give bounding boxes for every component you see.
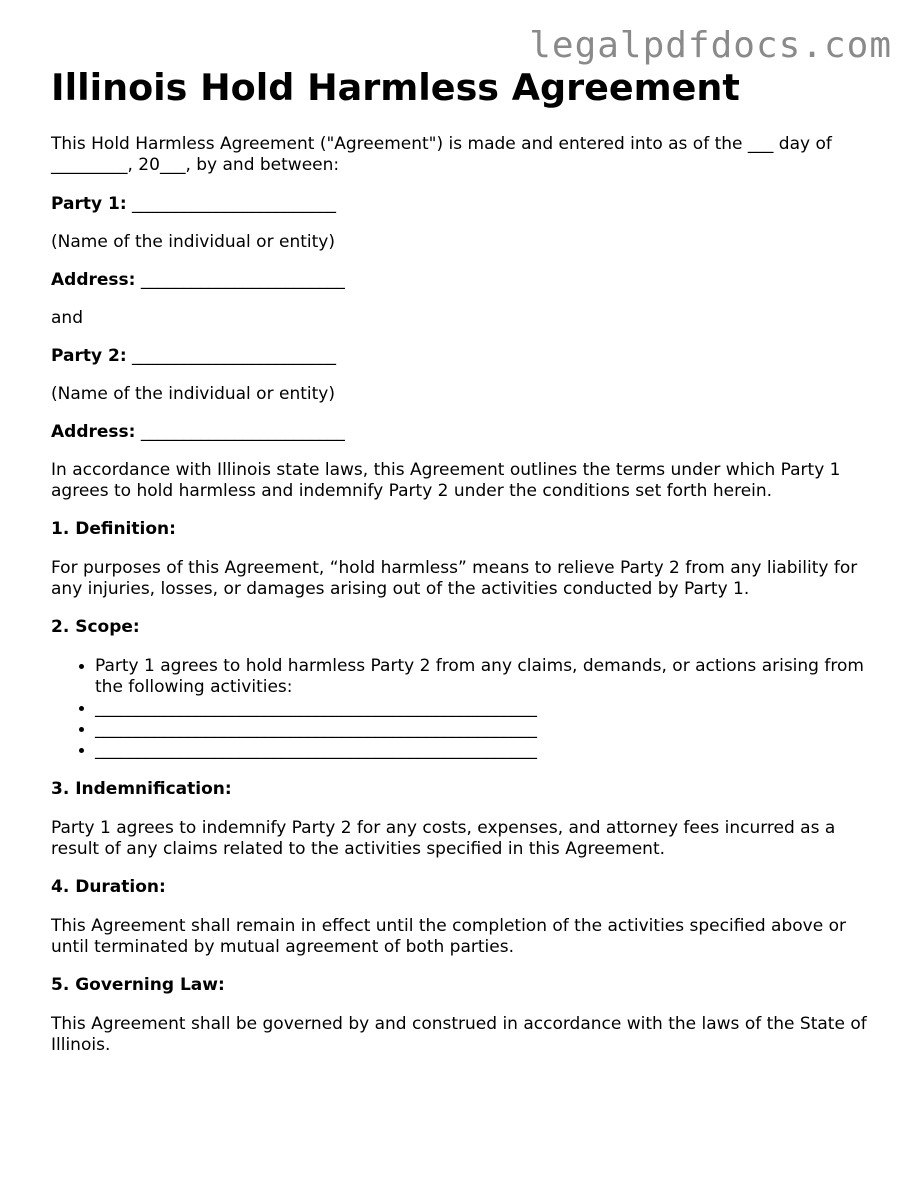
address2-blank: ________________________ [140,422,345,442]
party1-note: (Name of the individual or entity) [51,232,335,252]
accordance-paragraph: In accordance with Illinois state laws, this Agreement outlines the terms under which Party 1 agrees to hold harmless and indemnify Party 2 under the conditions set forth herein. [51,460,841,501]
document-title: Illinois Hold Harmless Agreement [51,66,740,109]
scope-item: • ____________________________________________________ [95,740,871,761]
definition-text: For purposes of this Agreement, “hold harmless” means to relieve Party 2 from any liability for any injuries, losses, or damages arising out of the activities conducted by Party 1. [51,558,858,599]
scope-item: • Party 1 agrees to hold harmless Party 2 from any claims, demands, or actions arising from the following activities: [95,656,871,698]
indemnification-heading: 3. Indemnification: [51,779,232,799]
governing-law-heading: 5. Governing Law: [51,975,225,995]
governing-law-text: This Agreement shall be governed by and construed in accordance with the laws of the State of Illinois. [51,1014,867,1055]
party2-blank: ________________________ [132,346,337,366]
address2-line [51,422,871,443]
duration-heading: 4. Duration: [51,877,166,897]
party2-label: Party 2: [51,346,127,366]
and-text: and [51,308,83,328]
definition-heading: 1. Definition: [51,519,176,539]
party2-note: (Name of the individual or entity) [51,384,335,404]
scope-list [51,656,871,761]
intro-paragraph: This Hold Harmless Agreement ("Agreement") is made and entered into as of the ___ day of _________, 20___, by and between: [51,134,832,175]
address1-line [51,270,871,291]
party1-blank: ________________________ [132,194,337,214]
party1-label: Party 1: [51,194,127,214]
scope-heading: 2. Scope: [51,617,140,637]
indemnification-text: Party 1 agrees to indemnify Party 2 for any costs, expenses, and attorney fees incurred as a result of any claims related to the activities specified in this Agreement. [51,818,836,859]
party2-line [51,346,871,367]
address1-label: Address: [51,270,136,290]
address2-label: Address: [51,422,136,442]
scope-item: • ____________________________________________________ [95,698,871,719]
duration-text: This Agreement shall remain in effect until the completion of the activities specified above or until terminated by mutual agreement of both parties. [51,916,846,957]
party1-line [51,194,871,215]
document-body [51,66,871,1073]
watermark: legalpdfdocs.com [529,25,892,66]
address1-blank: ________________________ [140,270,345,290]
scope-item: • ____________________________________________________ [95,719,871,740]
